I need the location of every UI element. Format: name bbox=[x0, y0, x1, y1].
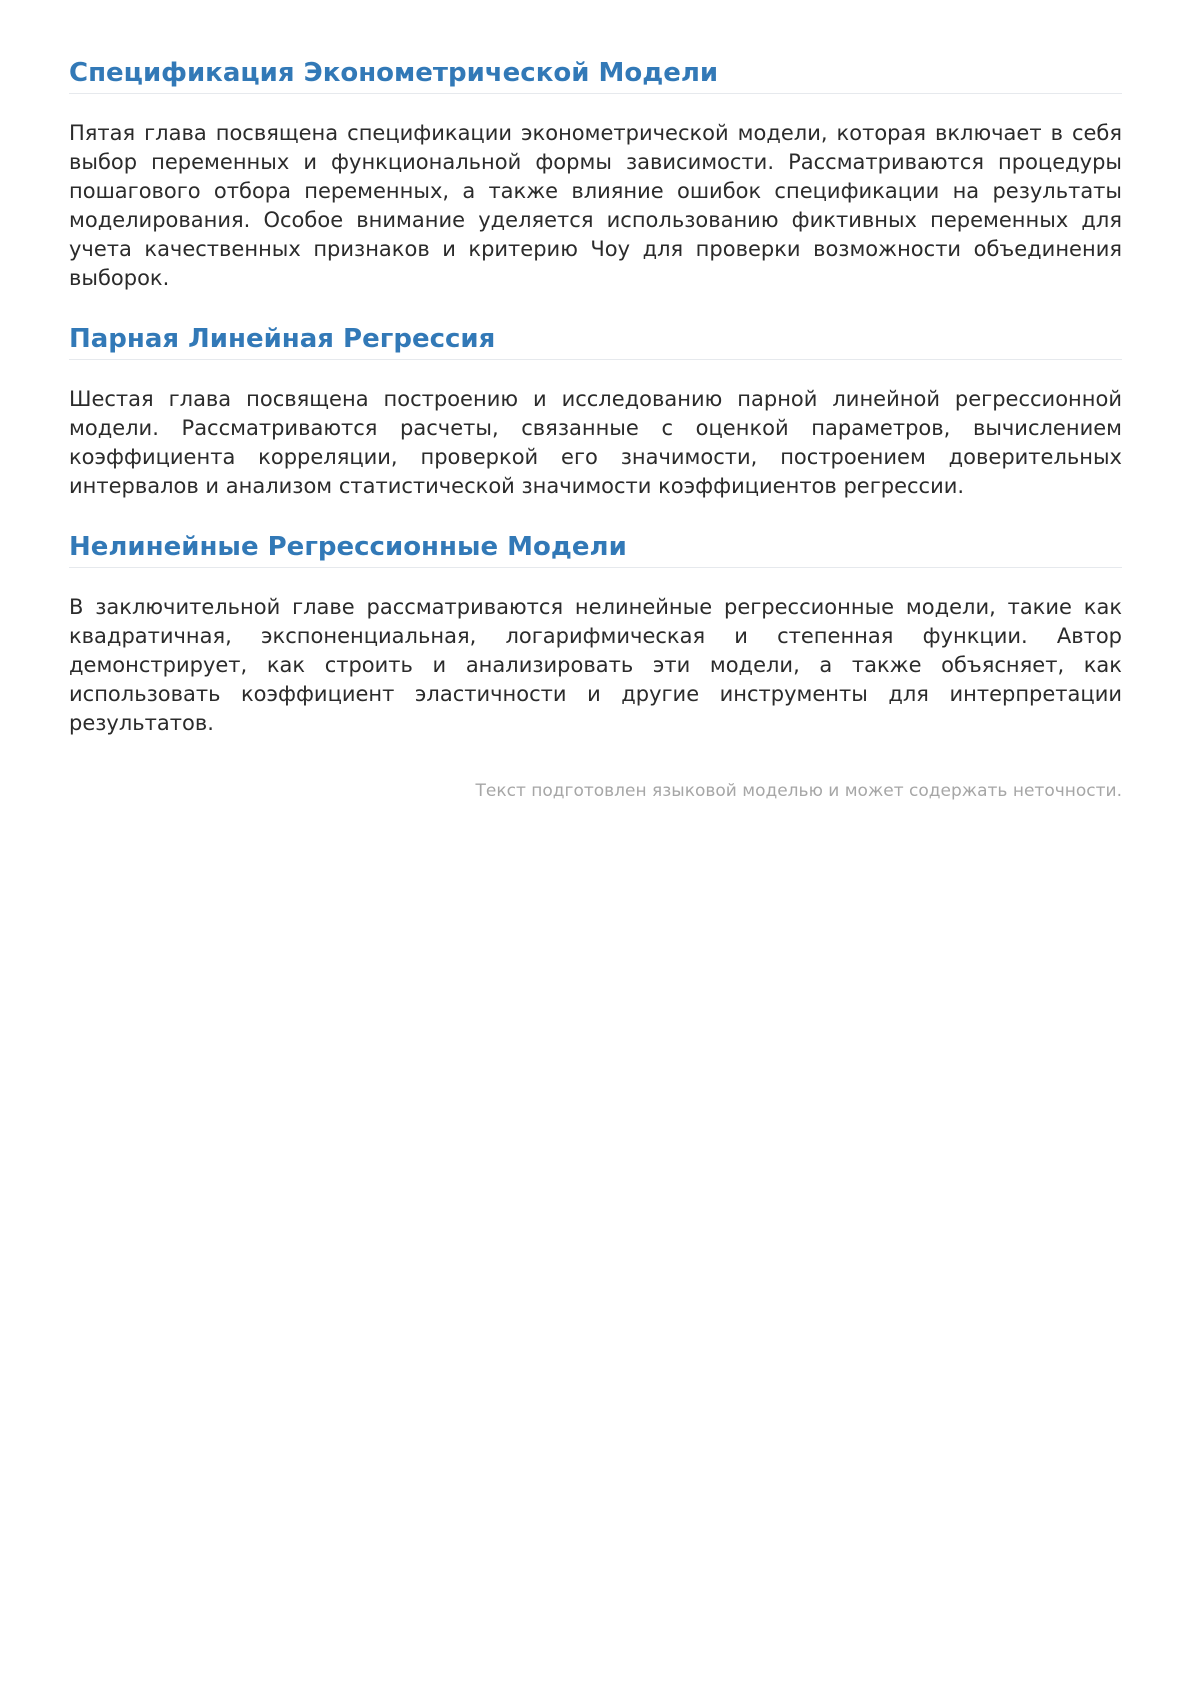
section-model-specification bbox=[69, 56, 1122, 293]
section-paragraph: В заключительной главе рассматриваются нелинейные регрессионные модели, такие как квадратичная, экспоненциальная, логарифмическая и степенная функции. Автор демонстрирует, как строить и анализировать эти модели, а также объясняет, как использовать коэффициент эластичности и другие инструменты для интерпретации результатов. bbox=[69, 595, 1122, 735]
section-paragraph: Шестая глава посвящена построению и исследованию парной линейной регрессионной модели. Рассматриваются расчеты, связанные с оценкой параметров, вычислением коэффициента корреляции, проверкой его значимости, построением доверительных интервалов и анализом статистической значимости коэффициентов регрессии. bbox=[69, 387, 1122, 498]
section-simple-linear-regression bbox=[69, 322, 1122, 501]
section-paragraph: Пятая глава посвящена спецификации эконометрической модели, которая включает в себя выбор переменных и функциональной формы зависимости. Рассматриваются процедуры пошагового отбора переменных, а также влияние ошибок спецификации на результаты моделирования. Особое внимание уделяется использованию фиктивных переменных для учета качественных признаков и критерию Чоу для проверки возможности объединения выборок. bbox=[69, 121, 1122, 290]
section-title: Парная Линейная Регрессия bbox=[69, 322, 1122, 360]
section-title: Спецификация Эконометрической Модели bbox=[69, 56, 1122, 94]
section-nonlinear-regression-models bbox=[69, 530, 1122, 738]
section-title: Нелинейные Регрессионные Модели bbox=[69, 530, 1122, 568]
ai-disclaimer-note: Текст подготовлен языковой моделью и может содержать неточности. bbox=[475, 781, 1122, 801]
